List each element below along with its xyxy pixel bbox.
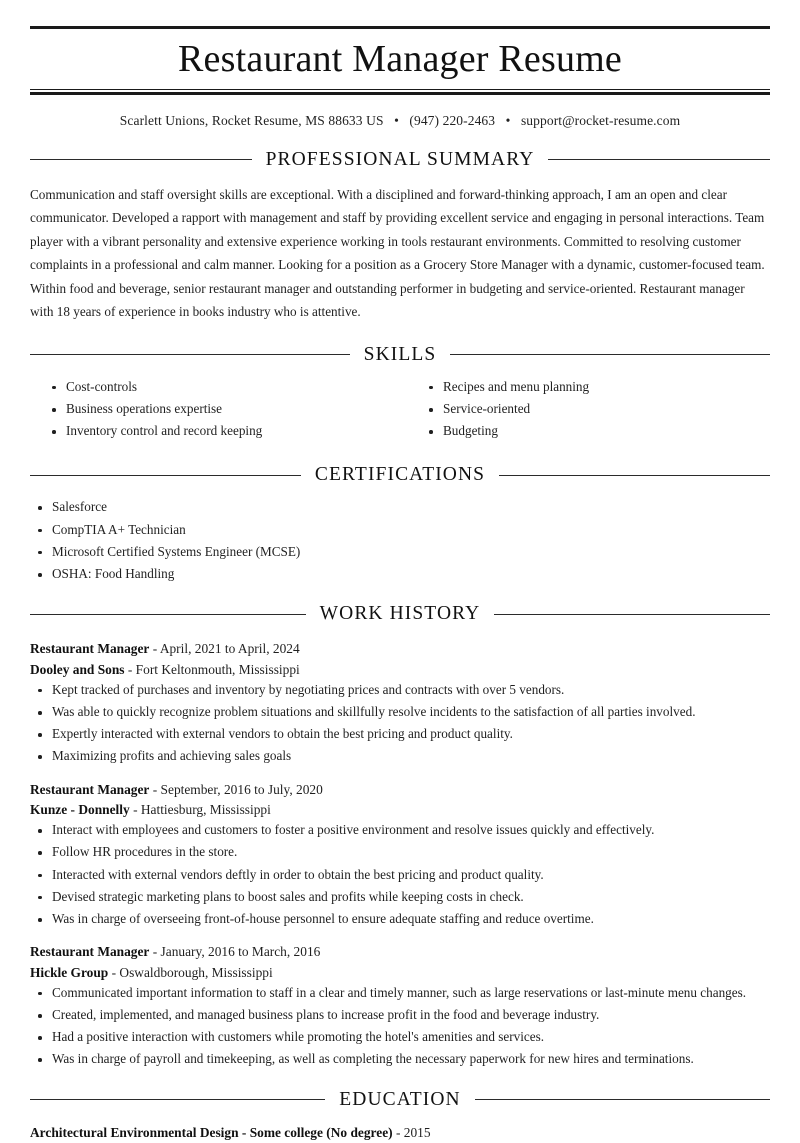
job-company-line bbox=[30, 800, 770, 821]
resume-header bbox=[30, 0, 770, 129]
job-company-line bbox=[30, 963, 770, 984]
job-location: - Fort Keltonmouth, Mississippi bbox=[127, 661, 300, 677]
section-title-skills: SKILLS bbox=[363, 343, 437, 365]
list-item: Kept tracked of purchases and inventory by negotiating prices and contracts with over 5 vendors. bbox=[30, 681, 770, 699]
section-education bbox=[30, 1089, 770, 1143]
list-item: Salesforce bbox=[30, 498, 770, 516]
section-title-certifications: CERTIFICATIONS bbox=[314, 464, 486, 486]
work-history-entry bbox=[30, 942, 770, 1068]
contact-email[interactable]: support@rocket-resume.com bbox=[520, 112, 681, 128]
skills-heading-row bbox=[30, 344, 770, 366]
rule-right bbox=[494, 614, 770, 615]
job-location: - Hattiesburg, Mississippi bbox=[133, 802, 271, 818]
skills-columns bbox=[44, 378, 770, 445]
skills-column-left bbox=[44, 378, 407, 445]
job-bullets bbox=[30, 681, 770, 766]
section-title-summary: PROFESSIONAL SUMMARY bbox=[265, 148, 535, 170]
list-item: Service-oriented bbox=[421, 400, 770, 418]
list-item: Maximizing profits and achieving sales goals bbox=[30, 747, 770, 765]
list-item: Microsoft Certified Systems Engineer (MCSE) bbox=[30, 543, 770, 561]
education-heading-row bbox=[30, 1089, 770, 1111]
section-work-history bbox=[30, 603, 770, 1068]
list-item: Was in charge of overseeing front-of-house personnel to ensure adequate staffing and reduce overtime. bbox=[30, 910, 770, 928]
job-title-line bbox=[30, 780, 770, 801]
job-company: Kunze - Donnelly bbox=[30, 802, 130, 818]
list-item: Was in charge of payroll and timekeeping, as well as completing the necessary paperwork for new hires and terminations. bbox=[30, 1050, 770, 1068]
summary-heading-row bbox=[30, 149, 770, 171]
list-item: OSHA: Food Handling bbox=[30, 565, 770, 583]
list-item: Had a positive interaction with customers while promoting the hotel's amenities and services. bbox=[30, 1028, 770, 1046]
page-title: Restaurant Manager Resume bbox=[178, 38, 622, 80]
job-location: - Oswaldborough, Mississippi bbox=[111, 965, 273, 981]
job-title: Restaurant Manager bbox=[30, 781, 150, 797]
header-bottom-rule-thick bbox=[30, 92, 770, 95]
list-item: Devised strategic marketing plans to boost sales and profits while keeping costs in check. bbox=[30, 888, 770, 906]
work-history-heading-row bbox=[30, 603, 770, 625]
job-title-line bbox=[30, 942, 770, 963]
list-item: Business operations expertise bbox=[44, 400, 407, 418]
list-item: Communicated important information to staff in a clear and timely manner, such as large reservations or last-minute menu changes. bbox=[30, 984, 770, 1002]
list-item: Was able to quickly recognize problem situations and skillfully resolve incidents to the satisfaction of all parties involved. bbox=[30, 703, 770, 721]
contact-address: Scarlett Unions, Rocket Resume, MS 88633 US bbox=[119, 112, 384, 128]
list-item: CompTIA A+ Technician bbox=[30, 521, 770, 539]
rule-right bbox=[499, 475, 770, 476]
list-item: Interacted with external vendors deftly in order to obtain the best pricing and product quality. bbox=[30, 866, 770, 884]
job-company: Dooley and Sons bbox=[30, 661, 125, 677]
certifications-heading-row bbox=[30, 464, 770, 486]
job-company-line bbox=[30, 660, 770, 681]
job-company: Hickle Group bbox=[30, 965, 109, 981]
title-container bbox=[30, 29, 770, 89]
list-item: Inventory control and record keeping bbox=[44, 422, 407, 440]
section-professional-summary bbox=[30, 149, 770, 324]
certifications-list bbox=[30, 498, 770, 583]
list-item: Cost-controls bbox=[44, 378, 407, 396]
contact-phone[interactable]: (947) 220-2463 bbox=[409, 112, 496, 128]
skills-column-right bbox=[407, 378, 770, 445]
rule-left bbox=[30, 159, 252, 160]
section-skills bbox=[30, 344, 770, 445]
job-bullets bbox=[30, 821, 770, 928]
work-history-entry bbox=[30, 780, 770, 929]
list-item: Budgeting bbox=[421, 422, 770, 440]
rule-left bbox=[30, 475, 301, 476]
section-title-work-history: WORK HISTORY bbox=[319, 603, 481, 625]
contact-line bbox=[30, 113, 770, 129]
skills-list-right bbox=[421, 378, 770, 441]
job-title: Restaurant Manager bbox=[30, 641, 150, 657]
job-title: Restaurant Manager bbox=[30, 944, 150, 960]
education-year: - 2015 bbox=[395, 1124, 431, 1140]
contact-separator-2: • bbox=[505, 112, 511, 128]
list-item: Follow HR procedures in the store. bbox=[30, 843, 770, 861]
job-dates: - January, 2016 to March, 2016 bbox=[152, 944, 321, 960]
job-bullets bbox=[30, 984, 770, 1069]
rule-right bbox=[548, 159, 770, 160]
rule-left bbox=[30, 1099, 325, 1100]
list-item: Expertly interacted with external vendors to obtain the best pricing and product quality. bbox=[30, 725, 770, 743]
rule-right bbox=[475, 1099, 770, 1100]
job-dates: - September, 2016 to July, 2020 bbox=[152, 781, 323, 797]
header-bottom-rule-thin bbox=[30, 89, 770, 90]
contact-separator-1: • bbox=[394, 112, 399, 128]
job-title-line bbox=[30, 639, 770, 660]
skills-list-left bbox=[44, 378, 407, 441]
list-item: Recipes and menu planning bbox=[421, 378, 770, 396]
rule-left bbox=[30, 614, 306, 615]
rule-left bbox=[30, 354, 350, 355]
section-certifications bbox=[30, 464, 770, 583]
work-history-entry bbox=[30, 639, 770, 765]
education-entry bbox=[30, 1123, 770, 1143]
section-title-education: EDUCATION bbox=[339, 1088, 461, 1110]
education-degree: Architectural Environmental Design - Some college (No degree) bbox=[30, 1124, 393, 1140]
summary-text: Communication and staff oversight skills are exceptional. With a disciplined and forward-thinking approach, I am an open and clear communicator. Developed a rapport with management and staff by providing excellent service and engaging in personal interactions. Team player with a vibrant personality and extensive experience working in tools restaurant environments. Committed to resolving customer complaints in a professional and calm manner. Looking for a position as a Grocery Store Manager with a dynamic, customer-focused team. Within food and beverage, senior restaurant manager and outstanding performer in budgeting and service-oriented. Restaurant manager with 18 years of experience in books industry who is attentive. bbox=[30, 186, 765, 320]
rule-right bbox=[450, 354, 770, 355]
job-dates: - April, 2021 to April, 2024 bbox=[152, 641, 300, 657]
list-item: Created, implemented, and managed business plans to increase profit in the food and beverage industry. bbox=[30, 1006, 770, 1024]
list-item: Interact with employees and customers to foster a positive environment and resolve issues quickly and effectively. bbox=[30, 821, 770, 839]
